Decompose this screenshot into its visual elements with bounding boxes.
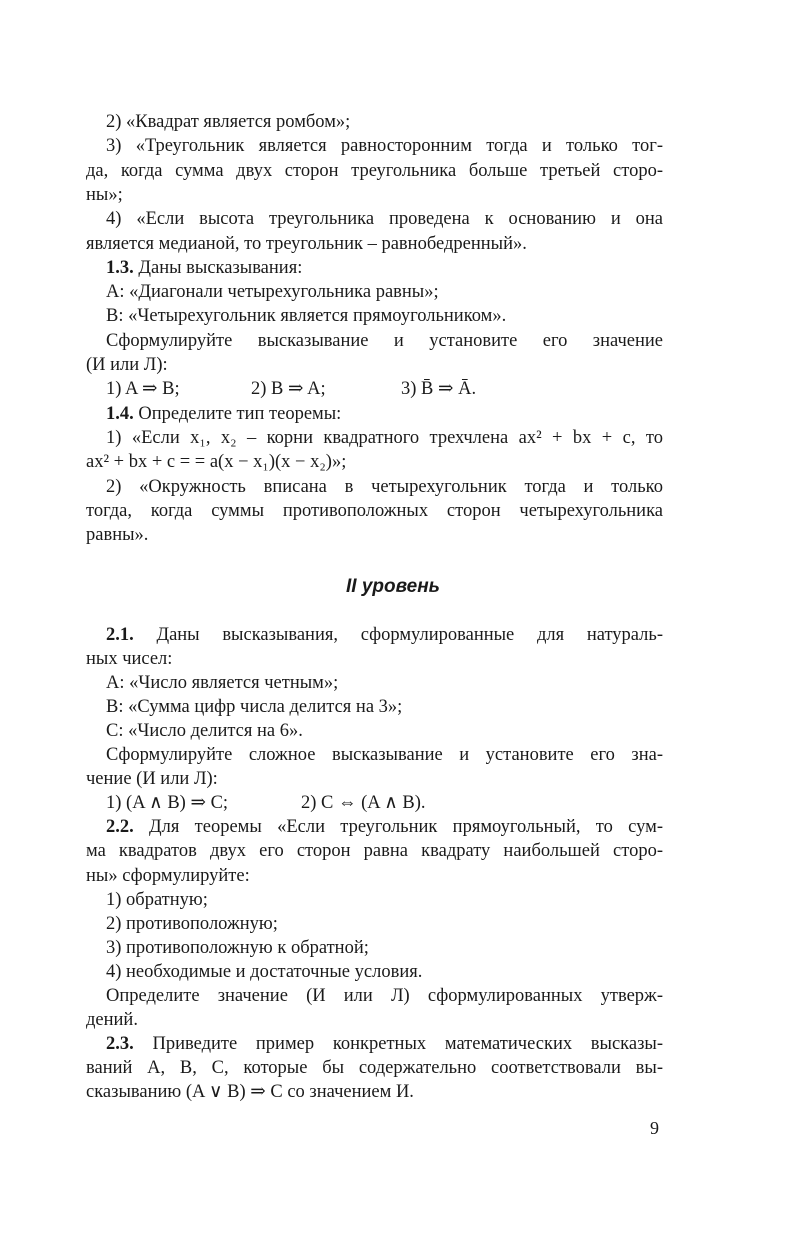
text-line — [106, 377, 663, 401]
line-text: (И или Л): — [86, 355, 168, 375]
line-text: да, когда сумма двух сторон треугольника больше третьей сторо- — [86, 160, 663, 181]
section-heading: II уровень — [346, 576, 440, 597]
text-line — [86, 1008, 663, 1032]
text-line — [86, 864, 663, 888]
text-line — [106, 671, 663, 695]
text-line — [86, 1056, 663, 1080]
exercise-number: 1.3. — [106, 257, 134, 278]
line-text: ваний A, B, C, которые бы содержательно соответствовали вы- — [86, 1057, 663, 1078]
exercise-number: 2.2. — [106, 817, 134, 838]
text-line — [106, 256, 663, 280]
text-line — [106, 984, 663, 1008]
text-line — [86, 159, 663, 183]
line-text: тогда, когда суммы противоположных сторон четырехугольника — [86, 500, 663, 521]
text-line — [106, 426, 663, 450]
line-text: ны»; — [86, 184, 123, 205]
text-line — [106, 110, 663, 134]
text-line — [106, 1032, 663, 1056]
text-line — [86, 183, 663, 207]
text-line — [106, 695, 663, 719]
line-text: B: «Четырехугольник является прямоугольником». — [106, 306, 507, 327]
line-text: Даны высказывания, сформулированные для натураль- — [133, 625, 663, 645]
text-line — [86, 523, 663, 547]
text-line — [106, 329, 663, 353]
line-text: сказыванию (A ∨ B) ⇒ C со значением И. — [86, 1081, 414, 1102]
text-line — [86, 450, 663, 474]
formula-item: 1) (A ∧ B) ⇒ C; — [106, 793, 229, 814]
text-line — [86, 767, 663, 791]
text-line — [106, 719, 663, 743]
line-text: ных чисел: — [86, 649, 173, 670]
page-number: 9 — [650, 1118, 659, 1138]
line-text: Даны высказывания: — [133, 257, 303, 278]
formula-item: 3) B̄ ⇒ Ā. — [401, 379, 477, 400]
formula-item: 2) C ⇔ (A ∧ B). — [301, 793, 426, 814]
line-text: дений. — [86, 1009, 138, 1030]
text-line — [86, 647, 663, 671]
line-text: 1) обратную; — [106, 889, 208, 910]
line-text: Сформулируйте высказывание и установите его значение — [106, 330, 663, 351]
line-text: 2) «Квадрат является ромбом»; — [106, 112, 351, 132]
line-text: A: «Число является четным»; — [106, 673, 339, 694]
line-text: Приведите пример конкретных математических высказы- — [133, 1033, 663, 1054]
line-text: Сформулируйте сложное высказывание и установите его зна- — [106, 745, 663, 766]
line-text: 3) противоположную к обратной; — [106, 937, 369, 958]
line-text: Определите тип теоремы: — [133, 403, 342, 424]
text-line — [106, 475, 663, 499]
line-text: 2) «Окружность вписана в четырехугольник тогда и только — [106, 476, 663, 497]
text-line — [106, 888, 663, 912]
text-line — [106, 402, 663, 426]
line-text: 3) «Треугольник является равносторонним тогда и только тог- — [106, 136, 663, 157]
text-line — [106, 791, 663, 815]
formula-item: 1) A ⇒ B; — [106, 379, 180, 400]
text-line — [106, 280, 663, 304]
text-line — [106, 936, 663, 960]
line-text: ны» сформулируйте: — [86, 865, 250, 886]
line-text: чение (И или Л): — [86, 769, 218, 790]
line-text: C: «Число делится на 6». — [106, 721, 303, 742]
text-line — [86, 839, 663, 863]
text-line — [106, 134, 663, 158]
line-text: 4) необходимые и достаточные условия. — [106, 961, 423, 982]
line-text: ax² + bx + c = = a(x − x₁)(x − x₂)»; — [86, 452, 347, 473]
exercise-number: 2.1. — [106, 625, 134, 645]
line-text: Для теоремы «Если треугольник прямоугольный, то сум- — [133, 817, 663, 838]
line-text: 2) противоположную; — [106, 913, 278, 934]
line-text: A: «Диагонали четырехугольника равны»; — [106, 282, 439, 303]
text-line — [106, 743, 663, 767]
text-line — [86, 499, 663, 523]
exercise-number: 2.3. — [106, 1033, 134, 1054]
text-line — [86, 1080, 663, 1104]
text-line — [106, 304, 663, 328]
text-line — [86, 232, 663, 256]
line-text: Определите значение (И или Л) сформулированных утверж- — [106, 985, 663, 1006]
text-line — [106, 207, 663, 231]
line-text: 4) «Если высота треугольника проведена к основанию и она — [106, 209, 663, 230]
text-line — [86, 353, 663, 377]
formula-item: 2) B ⇒ A; — [251, 379, 326, 400]
line-text: B: «Сумма цифр числа делится на 3»; — [106, 697, 403, 718]
line-text: равны». — [86, 525, 149, 546]
line-text: является медианой, то треугольник – равнобедренный». — [86, 233, 527, 254]
text-line — [106, 912, 663, 936]
text-line — [106, 815, 663, 839]
text-line — [106, 623, 663, 647]
exercise-number: 1.4. — [106, 403, 134, 424]
text-line — [106, 960, 663, 984]
line-text: ма квадратов двух его сторон равна квадрату наибольшей сторо- — [86, 841, 663, 862]
line-text: 1) «Если x₁, x₂ – корни квадратного трехчлена ax² + bx + c, то — [106, 427, 663, 448]
